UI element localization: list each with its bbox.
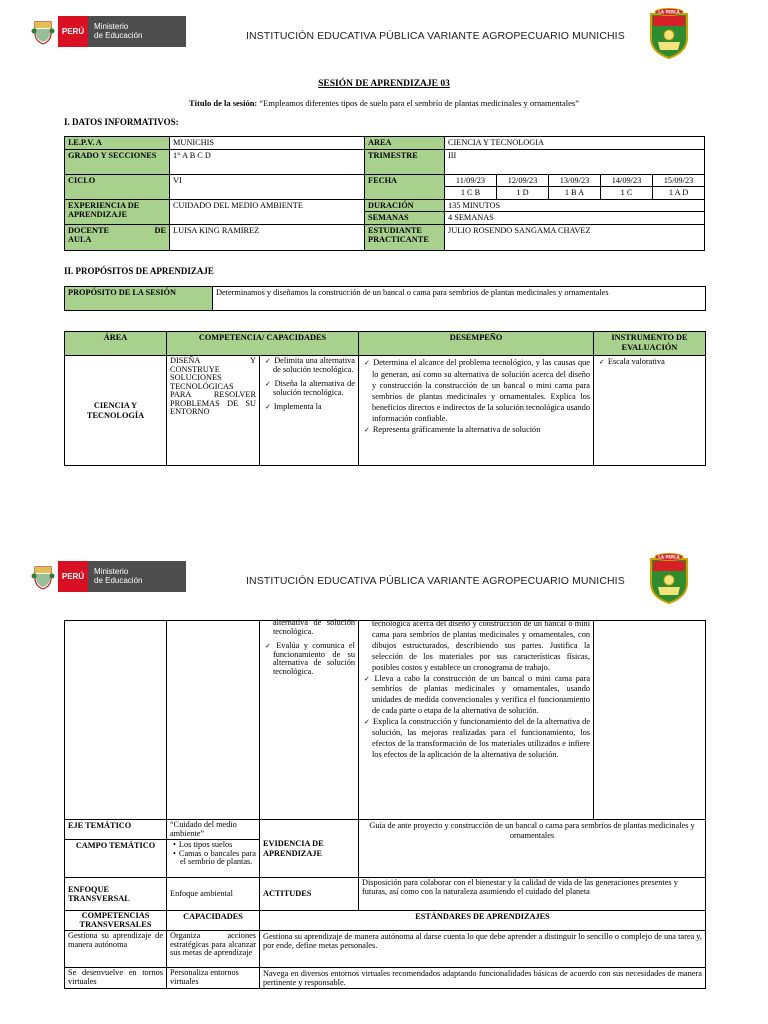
svg-text:LA PERLA: LA PERLA: [658, 9, 680, 15]
estandar: Navega en diversos entornos virtuales recomendados adaptando funcionalidades básicas de acuerdo con sus necesidades de manera pertinente y responsable.: [260, 968, 706, 989]
document-page-1: [0, 0, 768, 500]
estandar: Gestiona su aprendizaje de manera autónoma al darse cuenta lo que debe aprender a distinguir lo sencillo o complejo de una tarea y, por ende, define metas personales.: [260, 931, 706, 968]
enfoque-label: ENFOQUE TRANSVERSAL: [65, 878, 167, 911]
capacidad-transversal: Organiza acciones estratégicas para alcanzar sus metas de aprendizaje: [167, 931, 260, 968]
flag-label: PERÚ: [58, 561, 88, 592]
estudiante-label: ESTUDIANTE PRACTICANTE: [365, 224, 445, 250]
grado-value: 1° A B C D: [170, 149, 365, 174]
competencia-cell: DISEÑA Y CONSTRUYE SOLUCIONES TECNOLÓGICAS PARA RESOLVER PROBLEMAS DE SU ENTORNO: [167, 356, 260, 466]
session-title: SESIÓN DE APRENDIZAJE 03: [318, 79, 450, 89]
header-desempeno: DESEMPEÑO: [359, 332, 594, 356]
header-instrumento: INSTRUMENTO DE EVALUACIÓN: [594, 332, 706, 356]
fecha-label: FECHA: [365, 174, 445, 199]
datos-table: [64, 136, 705, 251]
docente-label: [65, 224, 170, 250]
competencia-cell-continued: [167, 621, 260, 820]
header-competencia: COMPETENCIA/ CAPACIDADES: [167, 332, 359, 356]
document-page-2: [0, 545, 768, 1024]
area-cell-continued: [65, 621, 167, 820]
session-name: [0, 98, 768, 108]
ministry-logo: [28, 16, 186, 47]
desempeno-item: ✓ Determina el alcance del problema tecnológico, y las causas que lo generan, así como su alternativa de solución acerca del diseño y construcción la construcción de un bancal o mini cama para sembríos de plantas medicinales y ornamentales. Explica los beneficios directos e indirectos de la solución tecnológica usando información confiable.: [362, 357, 590, 424]
svg-text:LA PERLA: LA PERLA: [658, 554, 680, 560]
grado-label: GRADO Y SECCIONES: [65, 149, 170, 174]
ministry-line-2: de Educación: [94, 31, 143, 40]
capacidad-item: ✓ Implementa la: [263, 403, 355, 412]
capacidad-continued: alternativa de solución tecnológica.: [273, 618, 355, 636]
desempeno-continued: tecnológica acerca del diseño y construcción de un bancal o mini cama para sembríos de plantas medicinales y ornamentales, con dibujos estructurados, describiendo sus partes. Justifica la selección de los materiales por sus características físicas, posibles costos y establece un cronograma de trabajo.: [372, 619, 590, 672]
capacidades-cell-continued: [260, 618, 359, 820]
proposito-value: Determinamos y diseñamos la construcción de un bancal o cama para sembríos de plantas medicinales y ornamentales: [213, 287, 706, 311]
eje-label: EJE TEMÁTICO: [65, 820, 167, 840]
header-capacidades: CAPACIDADES: [167, 911, 260, 931]
area-label: AREA: [365, 137, 445, 150]
fecha-section: 1 D: [497, 187, 549, 200]
fecha-section: 1 C: [601, 187, 653, 200]
ministry-name: [88, 561, 186, 592]
fecha-date: 14/09/23: [601, 174, 653, 187]
trimestre-label: TRIMESTRE: [365, 149, 445, 174]
ministry-line-2: de Educación: [94, 576, 143, 585]
docente-label-word-2: DE: [154, 225, 166, 235]
institution-title: INSTITUCIÓN EDUCATIVA PÚBLICA VARIANTE AGROPECUARIO MUNICHIS: [246, 30, 625, 42]
capacidad-item: ✓ Delimita una alternativa de solución tecnológica.: [263, 357, 355, 374]
coat-of-arms-icon: [28, 16, 58, 47]
header-estandares: ESTÁNDARES DE APRENDIZAJES: [260, 911, 706, 931]
desempeno-item: ✓ Lleva a cabo la construcción de un bancal o mini cama para sembríos de plantas medicinales y ornamentales, usando unidades de medida convencionales y verifica el funcionamiento de cada parte o etapa de la alternativa de solución.: [362, 674, 590, 718]
page-header: [0, 0, 768, 60]
experiencia-label: EXPERIENCIA DE APRENDIZAJE: [65, 199, 170, 224]
area-cell: CIENCIA Y TECNOLOGÍA: [65, 356, 167, 466]
fecha-date: 15/09/23: [653, 174, 705, 187]
campo-label: CAMPO TEMÁTICO: [65, 840, 167, 878]
docente-value: LUISA KING RAMIREZ: [170, 224, 365, 250]
campo-item: • Los tipos suelos: [170, 841, 256, 850]
page-header: [0, 545, 768, 605]
enfoque-value: Enfoque ambiental: [167, 878, 260, 911]
duracion-value: 135 MINUTOS: [445, 199, 705, 212]
actitudes-value: Disposición para colaborar con el bienestar y la calidad de vida de las generaciones presentes y futuras, así como con la naturaleza asumiendo el cuidado del planeta: [359, 878, 706, 911]
docente-label-word-3: AULA: [68, 235, 92, 244]
eje-value: “Cuidado del medio ambiente”: [167, 820, 260, 840]
docente-label-row: [68, 226, 166, 236]
experiencia-value: CUIDADO DEL MEDIO AMBIENTE: [170, 199, 365, 224]
coat-of-arms-icon: [28, 561, 58, 592]
campo-value: [167, 840, 260, 878]
capacidad-item: ✓ Diseña la alternativa de solución tecnológica.: [263, 380, 355, 397]
ministry-line-1: Ministerio: [94, 567, 129, 576]
ejes-table: [64, 819, 706, 911]
iepva-label: I.E.P.V. A: [65, 137, 170, 150]
docente-label-word-1: DOCENTE: [68, 225, 110, 235]
instrumento-cell: [594, 356, 706, 466]
actitudes-label: ACTITUDES: [260, 878, 359, 911]
competencias-table: [64, 331, 706, 466]
area-value: CIENCIA Y TECNOLOGIA: [445, 137, 705, 150]
semanas-value: 4 SEMANAS: [445, 212, 705, 225]
ministry-line-1: Ministerio: [94, 22, 129, 31]
evidencia-label: EVIDENCIA DE APRENDIZAJE: [260, 820, 359, 878]
capacidades-cell: [260, 356, 359, 466]
ciclo-label: CICLO: [65, 174, 170, 199]
fecha-section: 1 B A: [549, 187, 601, 200]
institution-title: INSTITUCIÓN EDUCATIVA PÚBLICA VARIANTE AGROPECUARIO MUNICHIS: [246, 575, 625, 587]
fecha-section: 1 C B: [445, 187, 497, 200]
datos-heading: I. DATOS INFORMATIVOS:: [64, 117, 179, 127]
fecha-date: 12/09/23: [497, 174, 549, 187]
session-name-value: “Empleamos diferentes tipos de suelo para el sembrío de plantas medicinales y ornamentales”: [259, 98, 579, 108]
campo-item: • Camas o bancales para el sembrío de plantas.: [170, 850, 256, 867]
page-gap: [0, 500, 768, 545]
session-name-label: Título de la sesión:: [189, 98, 258, 108]
ministry-logo: [28, 561, 186, 592]
semanas-label: SEMANAS: [365, 212, 445, 225]
proposito-label: PROPÓSITO DE LA SESIÓN: [65, 287, 213, 311]
fecha-section: 1 A D: [653, 187, 705, 200]
instrumento-cell-continued: [594, 621, 706, 820]
school-crest-icon: [648, 553, 690, 605]
header-area: ÁREA: [65, 332, 167, 356]
school-crest-icon: [648, 8, 690, 60]
desempeno-item: ✓ Representa gráficamente la alternativa de solución: [362, 424, 590, 436]
desempeno-item: ✓ Explica la construcción y funcionamiento del de la alternativa de solución, las mejoras realizadas para el funcionamiento, los efectos de la transformación de los materiales utilizados e infiere los efectos de la aplicación de la alternativa de solución.: [362, 717, 590, 761]
competencia-transversal: Se desenvuelve en tornos virtuales: [65, 968, 167, 989]
header-competencias-transversales: COMPETENCIAS TRANSVERSALES: [65, 911, 167, 931]
ministry-name: [88, 16, 186, 47]
proposito-table: [64, 286, 706, 311]
ciclo-value: VI: [170, 174, 365, 199]
competencias-table-continued: [64, 620, 706, 820]
desempeno-cell: [359, 356, 594, 466]
fecha-date: 13/09/23: [549, 174, 601, 187]
competencia-transversal: Gestiona su aprendizaje de manera autónoma: [65, 931, 167, 968]
propositos-heading: II. PROPÓSITOS DE APRENDIZAJE: [64, 266, 214, 276]
capacidad-transversal: Personaliza entornos virtuales: [167, 968, 260, 989]
iepva-value: MUNICHIS: [170, 137, 365, 150]
estudiante-value: JULIO ROSENDO SANGAMA CHAVEZ: [445, 224, 705, 250]
trimestre-value: III: [445, 149, 705, 174]
evidencia-value: Guía de ante proyecto y construcción de un bancal o cama para sembríos de plantas medicinales y ornamentales: [359, 820, 706, 878]
desempeno-cell-continued: [359, 621, 594, 820]
capacidad-item: ✓ Evalúa y comunica el funcionamiento de su alternativa de solución tecnológica.: [263, 642, 355, 676]
fecha-date: 11/09/23: [445, 174, 497, 187]
flag-label: PERÚ: [58, 16, 88, 47]
instrumento-item: ✓ Escala valorativa: [597, 357, 702, 368]
transversales-table: [64, 910, 706, 989]
duracion-label: DURACIÓN: [365, 199, 445, 212]
